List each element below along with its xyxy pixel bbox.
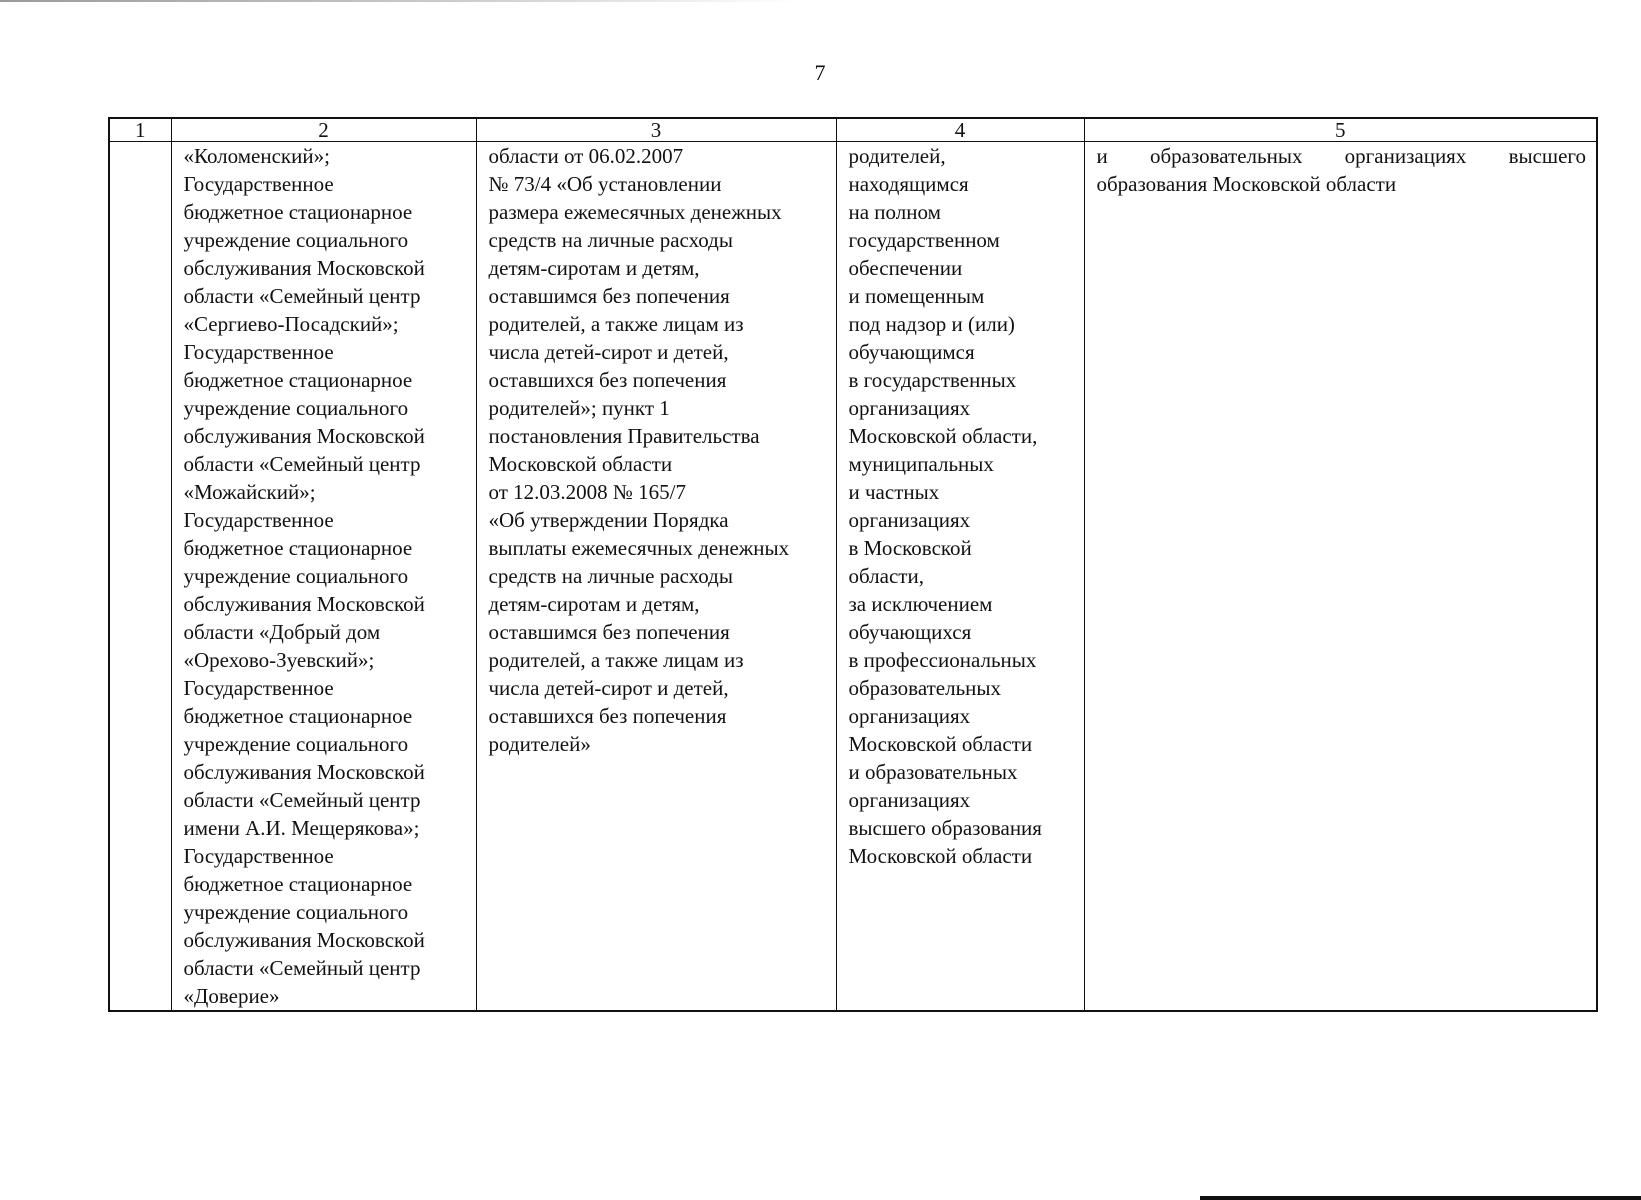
cell-text-line: «Орехово-Зуевский»; bbox=[183, 648, 375, 672]
cell-text-line: учреждение социального bbox=[183, 900, 409, 924]
cell-text-line: государственном bbox=[848, 228, 1000, 252]
cell-text-line: № 73/4 «Об установлении bbox=[488, 172, 722, 196]
cell-text-line: «Об утверждении Порядка bbox=[488, 508, 729, 532]
cell-text-line: организациях bbox=[848, 508, 971, 532]
cell-text-line: учреждение социального bbox=[183, 564, 409, 588]
cell-text-line: Московской области bbox=[848, 844, 1033, 868]
cell-text-line: обслуживания Московской bbox=[183, 760, 425, 784]
cell-text-line: бюджетное стационарное bbox=[183, 200, 413, 224]
cell-text-line: «Коломенский»; bbox=[183, 144, 330, 168]
cell-text-line: области «Семейный центр bbox=[183, 452, 421, 476]
cell-text-line: постановления Правительства bbox=[488, 424, 760, 448]
scan-edge-bottom bbox=[1200, 1196, 1641, 1200]
cell-text-line: выплаты ежемесячных денежных bbox=[488, 536, 790, 560]
cell-col-2 bbox=[171, 142, 476, 1012]
cell-text-line: под надзор и (или) bbox=[848, 312, 1015, 336]
cell-text-line: оставшихся без попечения bbox=[488, 368, 727, 392]
cell-text-line: обслуживания Московской bbox=[183, 256, 425, 280]
cell-col-3 bbox=[476, 142, 836, 1012]
cell-text-line: и образовательных bbox=[848, 760, 1018, 784]
cell-text-line: родителей, bbox=[848, 144, 946, 168]
cell-text-line: находящимся bbox=[848, 172, 969, 196]
cell-text-line: Государственное bbox=[183, 676, 334, 700]
cell-text-line: учреждение социального bbox=[183, 228, 409, 252]
cell-text-line: обучающимся bbox=[848, 340, 975, 364]
cell-text-line: числа детей-сирот и детей, bbox=[488, 340, 729, 364]
cell-text-line: Государственное bbox=[183, 172, 334, 196]
cell-text-line: области «Семейный центр bbox=[183, 788, 421, 812]
cell-text-line: высшего образования bbox=[848, 816, 1042, 840]
table-header-row bbox=[109, 118, 1597, 142]
cell-text-line: от 12.03.2008 № 165/7 bbox=[488, 480, 687, 504]
cell-text-line: области «Семейный центр bbox=[183, 284, 421, 308]
cell-text-line: средств на личные расходы bbox=[488, 564, 733, 588]
cell-col-4 bbox=[836, 142, 1084, 1012]
cell-text-line: области «Добрый дом bbox=[183, 620, 381, 644]
cell-text-line: обучающихся bbox=[848, 620, 972, 644]
cell-text-line: обслуживания Московской bbox=[183, 928, 425, 952]
column-header-3: 3 bbox=[476, 118, 836, 142]
cell-text-line: «Доверие» bbox=[183, 984, 280, 1008]
cell-text-line: и частных bbox=[848, 480, 940, 504]
cell-text-line: в Московской bbox=[848, 536, 972, 560]
cell-text-line: родителей, а также лицам из bbox=[488, 648, 744, 672]
cell-text-line: Государственное bbox=[183, 508, 334, 532]
cell-text-line: учреждение социального bbox=[183, 396, 409, 420]
cell-text-line: учреждение социального bbox=[183, 732, 409, 756]
cell-text-line: «Сергиево-Посадский»; bbox=[183, 312, 399, 336]
column-header-4: 4 bbox=[836, 118, 1084, 142]
scan-edge-top bbox=[0, 0, 800, 2]
cell-text-line: и образовательных организациях высшего bbox=[1096, 144, 1586, 168]
document-table bbox=[108, 117, 1598, 1012]
cell-text-line: детям-сиротам и детям, bbox=[488, 256, 700, 280]
cell-text-line: области, bbox=[848, 564, 924, 588]
cell-text-line: в профессиональных bbox=[848, 648, 1037, 672]
cell-text-line: обслуживания Московской bbox=[183, 424, 425, 448]
cell-text-line: и помещенным bbox=[848, 284, 985, 308]
cell-text-line: муниципальных bbox=[848, 452, 994, 476]
cell-text-line: в государственных bbox=[848, 368, 1017, 392]
cell-text-line: образовательных bbox=[848, 676, 1001, 700]
cell-text-line: области «Семейный центр bbox=[183, 956, 421, 980]
cell-text-line: обеспечении bbox=[848, 256, 963, 280]
cell-text-line: области от 06.02.2007 bbox=[488, 144, 684, 168]
cell-text-line: средств на личные расходы bbox=[488, 228, 733, 252]
cell-text-line: детям-сиротам и детям, bbox=[488, 592, 700, 616]
cell-text-line: родителей, а также лицам из bbox=[488, 312, 744, 336]
cell-text-line: за исключением bbox=[848, 592, 993, 616]
cell-text-line: бюджетное стационарное bbox=[183, 872, 413, 896]
column-header-5: 5 bbox=[1084, 118, 1597, 142]
cell-text-line: числа детей-сирот и детей, bbox=[488, 676, 729, 700]
cell-text-line: Московской области, bbox=[848, 424, 1038, 448]
cell-text-line: бюджетное стационарное bbox=[183, 368, 413, 392]
table-row bbox=[109, 142, 1597, 1012]
cell-text-line: образования Московской области bbox=[1096, 172, 1397, 196]
cell-text-line: бюджетное стационарное bbox=[183, 536, 413, 560]
column-header-2: 2 bbox=[171, 118, 476, 142]
cell-text-line: Московской области bbox=[848, 732, 1033, 756]
cell-col-5 bbox=[1084, 142, 1597, 1012]
cell-text-line: «Можайский»; bbox=[183, 480, 316, 504]
page-number: 7 bbox=[814, 60, 826, 85]
cell-text-line: организациях bbox=[848, 396, 971, 420]
cell-text-line: на полном bbox=[848, 200, 941, 224]
cell-text-line: родителей»; пункт 1 bbox=[488, 396, 670, 420]
cell-text-line: обслуживания Московской bbox=[183, 592, 425, 616]
cell-text-line: оставшимся без попечения bbox=[488, 284, 730, 308]
cell-text-line: Московской области bbox=[488, 452, 673, 476]
cell-text-line: родителей» bbox=[488, 732, 591, 756]
cell-text-line: оставшимся без попечения bbox=[488, 620, 730, 644]
cell-text-line: Государственное bbox=[183, 340, 334, 364]
cell-text-line: оставшихся без попечения bbox=[488, 704, 727, 728]
cell-text-line: имени А.И. Мещерякова»; bbox=[183, 816, 420, 840]
cell-text-line: бюджетное стационарное bbox=[183, 704, 413, 728]
cell-text-line: организациях bbox=[848, 788, 971, 812]
cell-col-1 bbox=[109, 142, 171, 1012]
column-header-1: 1 bbox=[109, 118, 171, 142]
cell-text-line: Государственное bbox=[183, 844, 334, 868]
cell-text-line: размера ежемесячных денежных bbox=[488, 200, 782, 224]
cell-text-line: организациях bbox=[848, 704, 971, 728]
